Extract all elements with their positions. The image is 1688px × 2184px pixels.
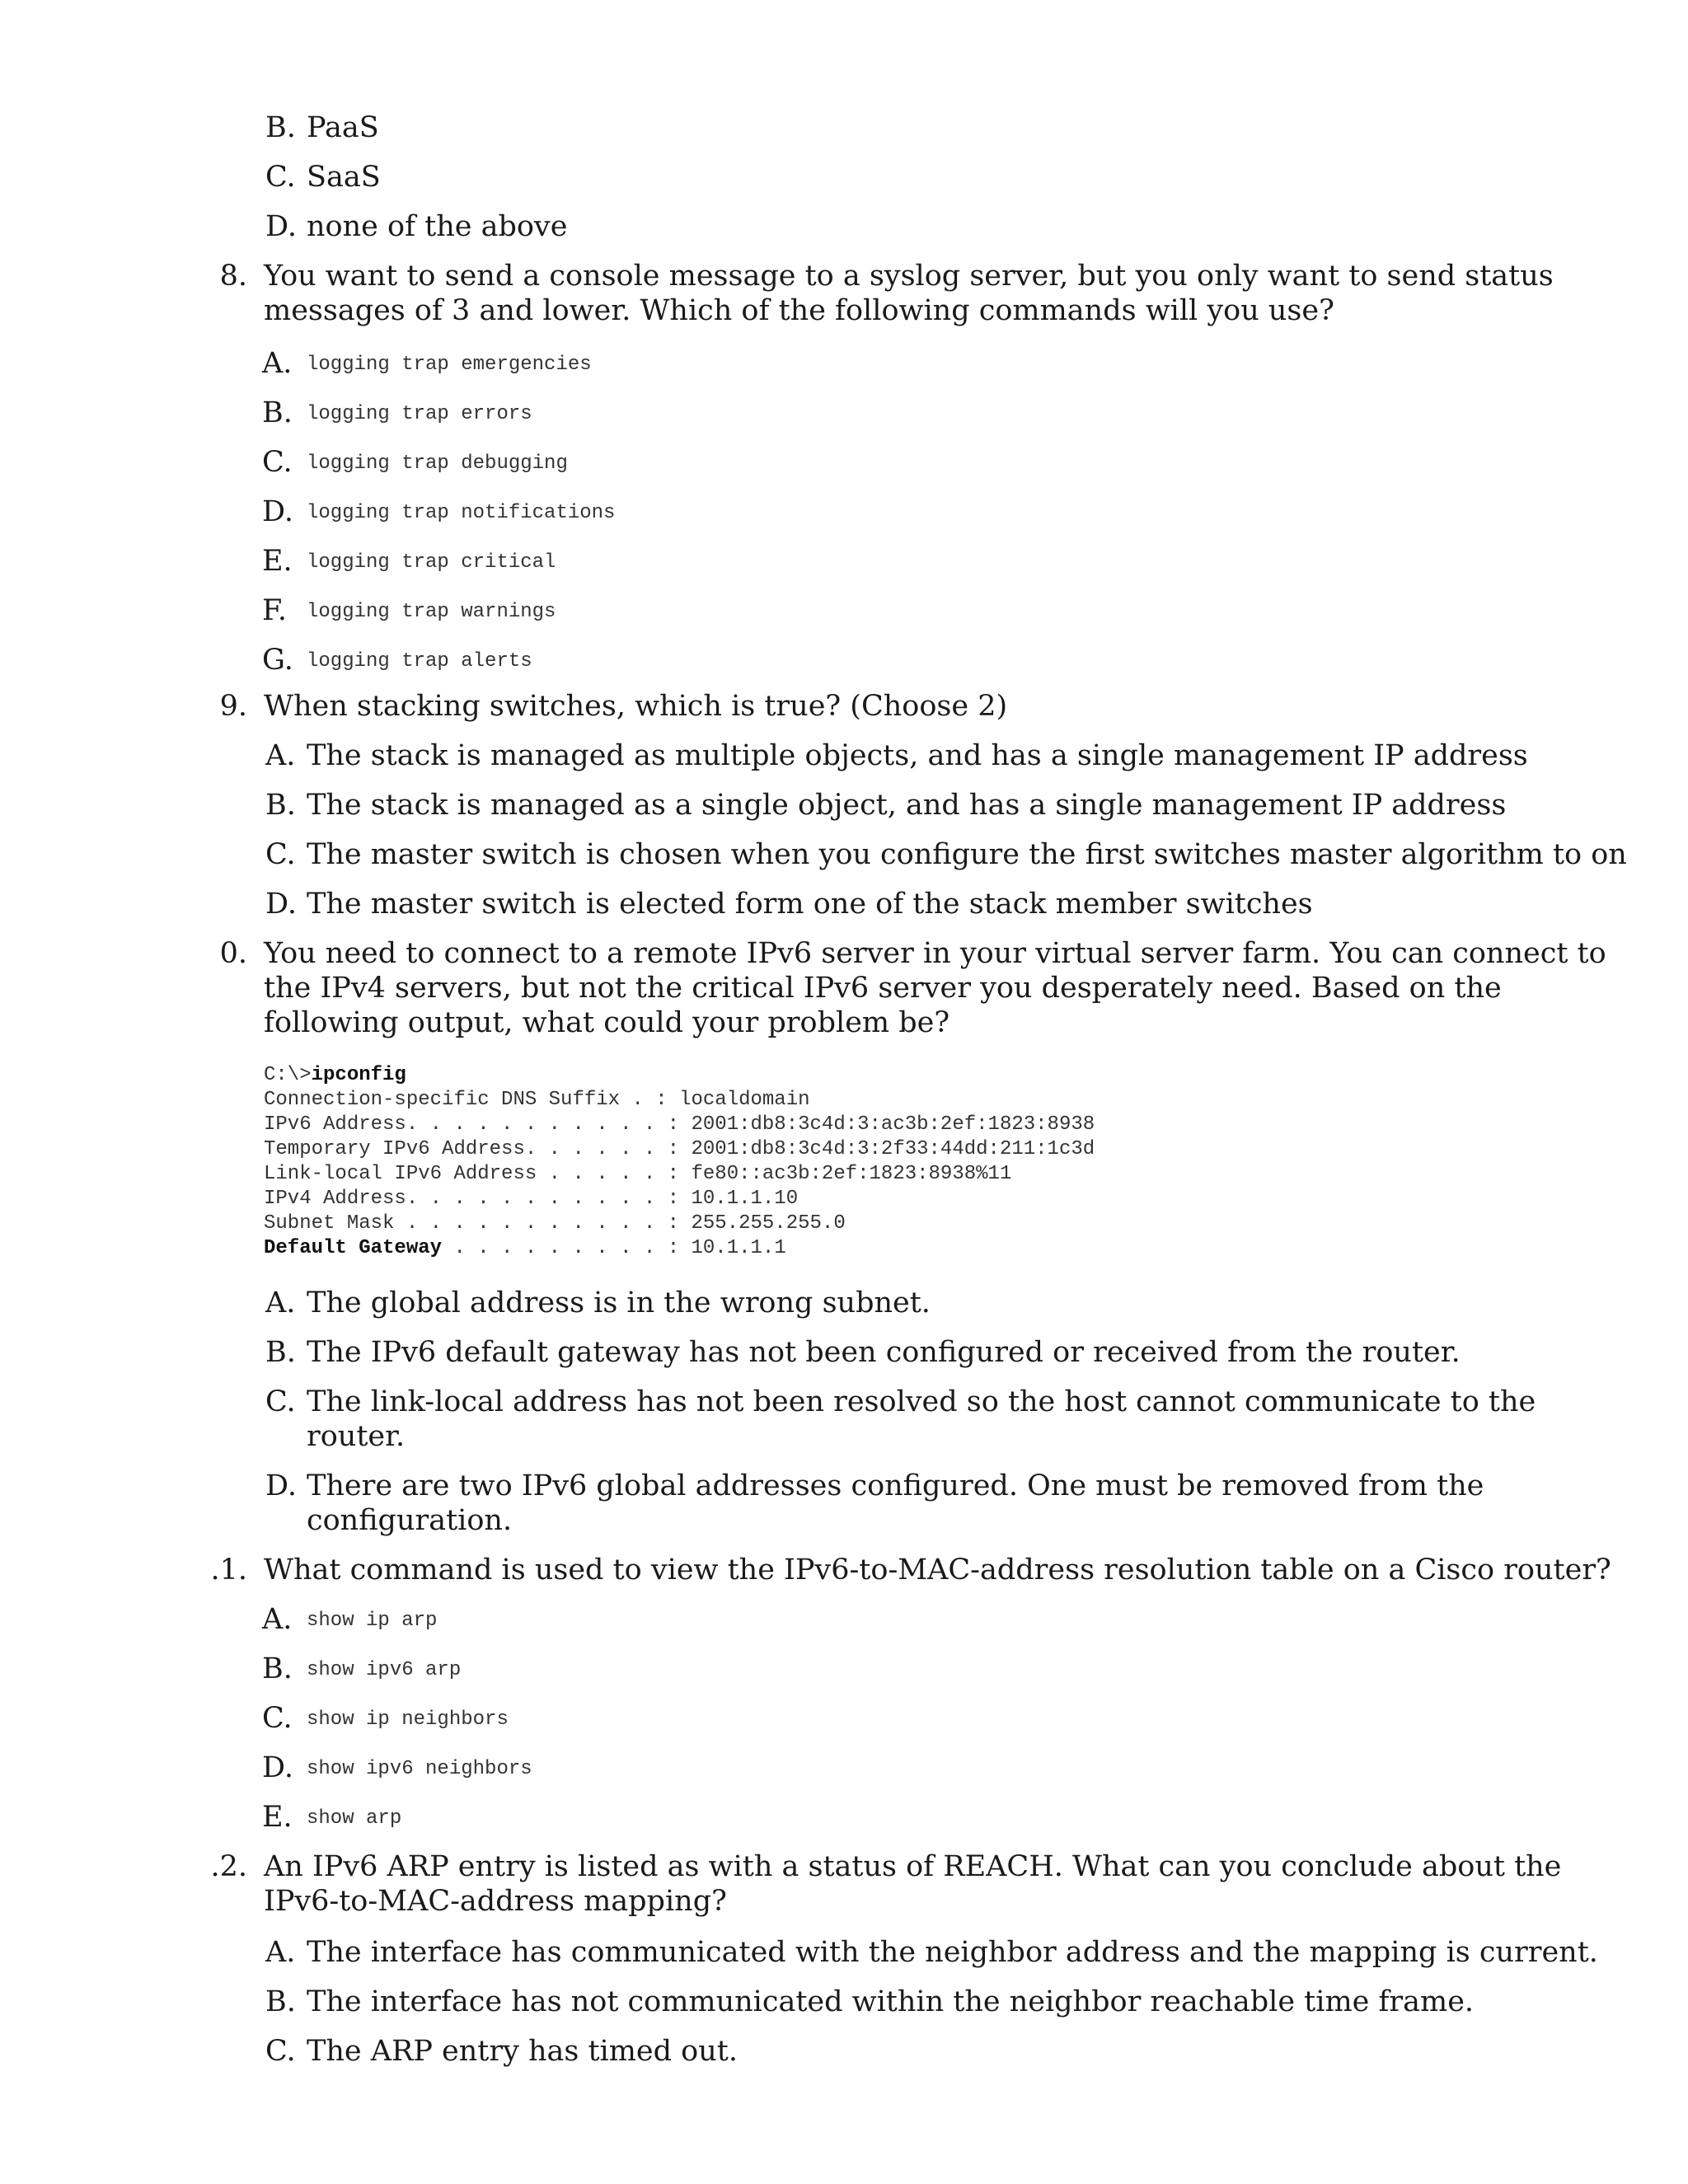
option-letter: C.	[265, 1385, 296, 1418]
question-number: .2.	[210, 1850, 247, 1883]
question-number: 8.	[219, 260, 247, 293]
option-text: The stack is managed as a single object, and has a single management IP address	[307, 789, 1507, 822]
option-text: configuration.	[307, 1504, 513, 1537]
option-letter: C.	[265, 838, 296, 871]
option-code: show ip arp	[307, 1610, 438, 1632]
question-number: 0.	[219, 937, 247, 970]
option-code: show ipv6 neighbors	[307, 1758, 532, 1780]
option-code: logging trap critical	[307, 551, 556, 574]
option-code: show ip neighbors	[307, 1708, 509, 1731]
option-text: The interface has communicated with the neighbor address and the mapping is current.	[307, 1936, 1598, 1969]
option-text: The stack is managed as multiple objects, and has a single management IP address	[307, 739, 1528, 772]
option-letter: C.	[265, 161, 296, 194]
question-text: You want to send a console message to a syslog server, but you only want to send status	[264, 260, 1554, 293]
option-letter: A.	[262, 347, 293, 380]
option-text: The master switch is chosen when you configure the first switches master algorithm to on	[307, 838, 1627, 871]
gateway-label: Default Gateway	[264, 1237, 443, 1259]
option-text: The link-local address has not been resolved so the host cannot communicate to the	[307, 1385, 1536, 1418]
option-letter: B.	[262, 396, 293, 429]
output-line: Temporary IPv6 Address. . . . . . : 2001:db8:3c4d:3:2f33:44dd:211:1c3d	[264, 1138, 1095, 1160]
option-letter: B.	[265, 111, 296, 144]
option-text: The IPv6 default gateway has not been configured or received from the router.	[307, 1336, 1461, 1369]
option-text: router.	[307, 1420, 406, 1453]
option-code: logging trap emergencies	[307, 354, 592, 376]
option-letter: C.	[262, 446, 293, 479]
question-text: following output, what could your problem be?	[264, 1006, 950, 1039]
option-letter: D.	[262, 495, 293, 528]
option-letter: D.	[265, 888, 297, 921]
option-letter: A.	[265, 1936, 296, 1969]
option-text: The master switch is elected form one of the stack member switches	[307, 888, 1313, 921]
output-line: IPv6 Address. . . . . . . . . . . : 2001:db8:3c4d:3:ac3b:2ef:1823:8938	[264, 1113, 1095, 1136]
question-text: messages of 3 and lower. Which of the following commands will you use?	[264, 294, 1334, 327]
question-text: the IPv4 servers, but not the critical IPv6 server you desperately need. Based on the	[264, 972, 1502, 1005]
output-line: Link-local IPv6 Address . . . . . : fe80::ac3b:2ef:1823:8938%11	[264, 1163, 1012, 1185]
question-text: You need to connect to a remote IPv6 server in your virtual server farm. You can connect to	[264, 937, 1606, 970]
option-text: none of the above	[307, 210, 568, 243]
option-text: The interface has not communicated within the neighbor reachable time frame.	[307, 1985, 1475, 2018]
question-text: An IPv6 ARP entry is listed as with a status of REACH. What can you conclude about the	[264, 1850, 1562, 1883]
option-letter: B.	[265, 789, 296, 822]
option-letter: D.	[265, 1469, 297, 1502]
option-letter: C.	[262, 1702, 293, 1735]
gateway-value: . . . . . . . . . : 10.1.1.1	[442, 1237, 786, 1259]
option-letter: B.	[262, 1652, 293, 1685]
ipconfig-prompt-line	[264, 1063, 406, 1088]
option-text: PaaS	[307, 111, 379, 144]
output-line-gateway	[264, 1236, 786, 1261]
option-letter: D.	[262, 1751, 293, 1784]
option-text: The global address is in the wrong subnet.	[307, 1286, 931, 1319]
option-letter: E.	[262, 1801, 293, 1834]
option-letter: A.	[265, 1286, 296, 1319]
output-line: Connection-specific DNS Suffix . : localdomain	[264, 1089, 810, 1111]
option-text: There are two IPv6 global addresses configured. One must be removed from the	[307, 1469, 1484, 1502]
option-letter: B.	[265, 1336, 296, 1369]
option-code: logging trap errors	[307, 403, 532, 425]
output-line: IPv4 Address. . . . . . . . . . . : 10.1.1.10	[264, 1188, 799, 1210]
option-code: logging trap alerts	[307, 650, 532, 673]
option-letter: D.	[265, 210, 297, 243]
option-letter: B.	[265, 1985, 296, 2018]
option-letter: A.	[262, 1603, 293, 1636]
question-text: What command is used to view the IPv6-to-MAC-address resolution table on a Cisco router?	[264, 1554, 1611, 1586]
prompt: C:\>	[264, 1064, 312, 1086]
option-code: show ipv6 arp	[307, 1659, 462, 1681]
option-code: logging trap warnings	[307, 601, 556, 623]
option-code: logging trap notifications	[307, 502, 616, 524]
option-code: logging trap debugging	[307, 452, 568, 475]
question-text: IPv6-to-MAC-address mapping?	[264, 1885, 727, 1918]
option-code: show arp	[307, 1807, 402, 1830]
option-text: SaaS	[307, 161, 381, 194]
option-letter: A.	[265, 739, 296, 772]
option-letter: G.	[262, 644, 293, 677]
option-letter: E.	[262, 545, 293, 578]
option-text: The ARP entry has timed out.	[307, 2035, 738, 2068]
question-text: When stacking switches, which is true? (Choose 2)	[264, 690, 1008, 723]
question-number: .1.	[210, 1554, 247, 1586]
command: ipconfig	[311, 1064, 406, 1086]
option-letter: C.	[265, 2035, 296, 2068]
question-number: 9.	[219, 690, 247, 723]
output-line: Subnet Mask . . . . . . . . . . . : 255.255.255.0	[264, 1212, 846, 1235]
option-letter: F.	[262, 594, 287, 627]
